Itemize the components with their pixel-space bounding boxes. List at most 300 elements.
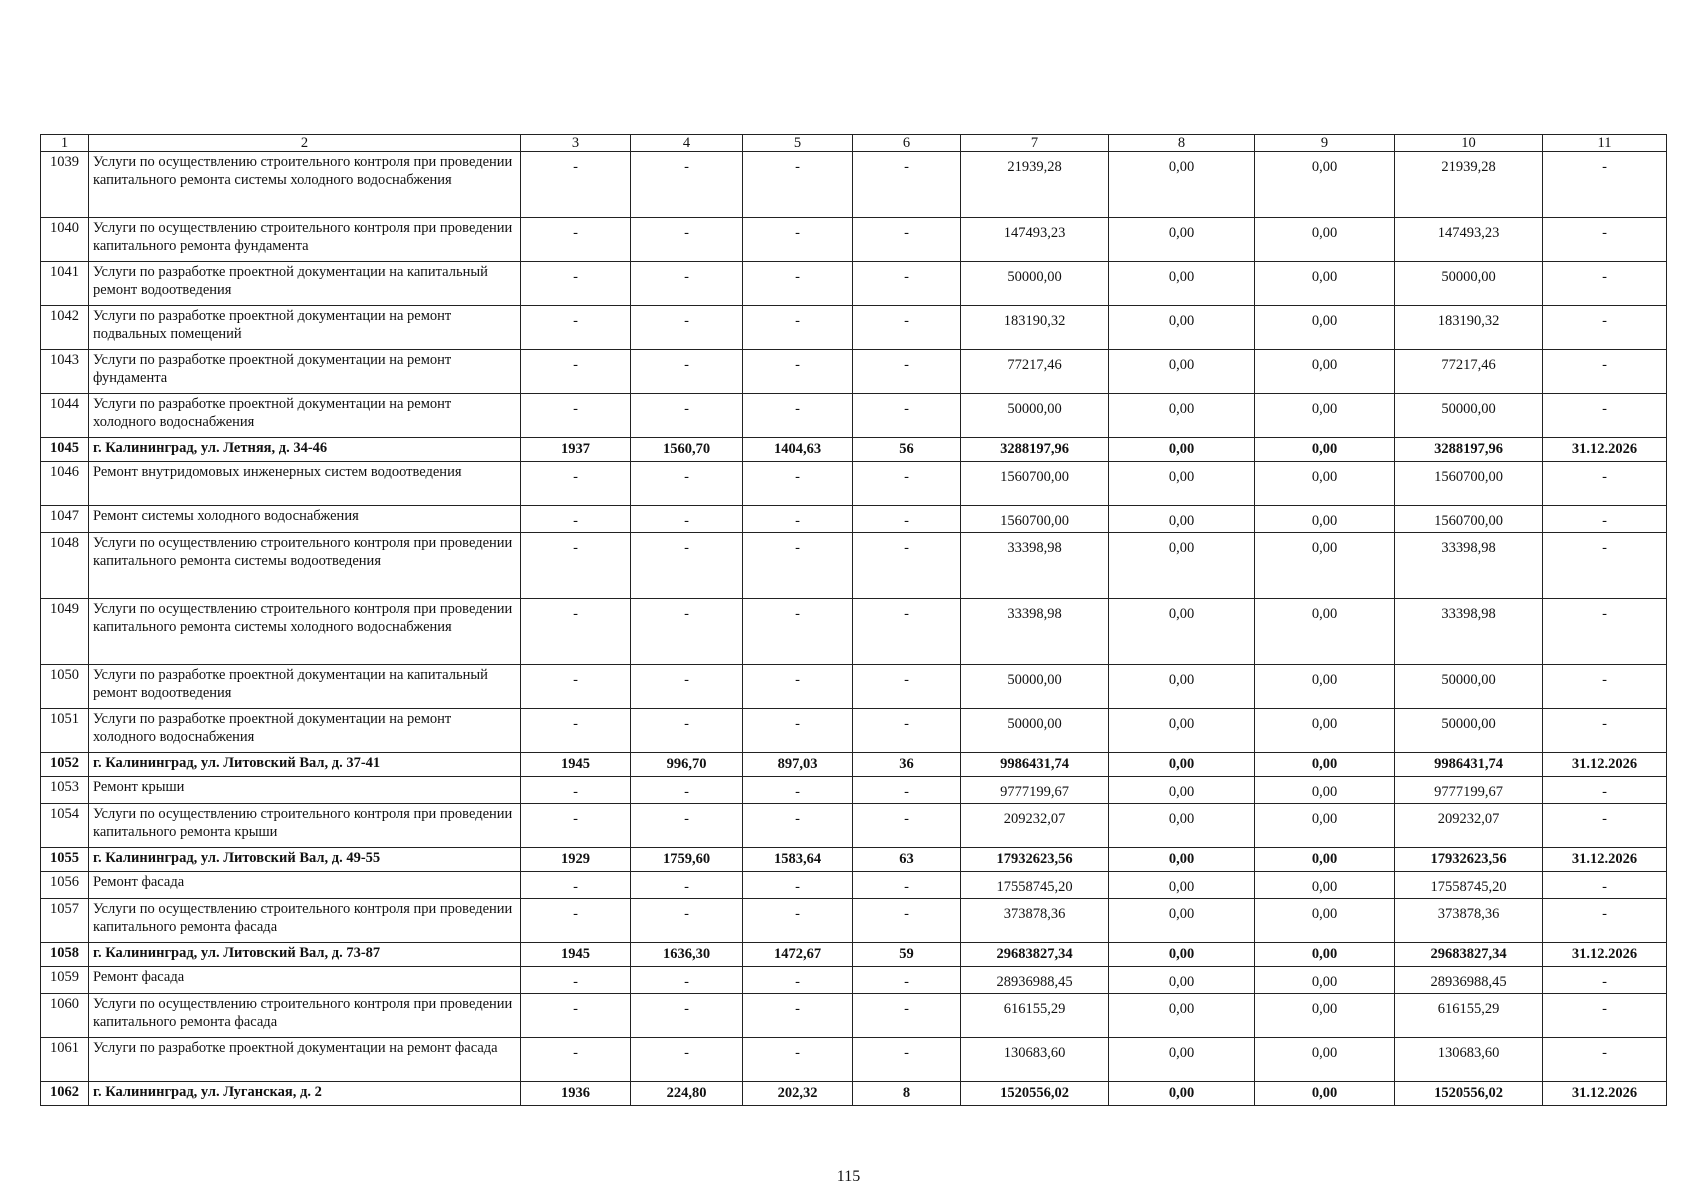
cell-deadline: -: [1543, 804, 1667, 848]
cell-total-cost: 17558745,20: [961, 872, 1109, 899]
row-number: 1052: [41, 753, 89, 777]
row-description: Услуги по осуществлению строительного контроля при проведении капитального ремонта системы водоотведения: [89, 533, 521, 599]
cell-year: -: [521, 777, 631, 804]
cell-budget-cost: 0,00: [1255, 306, 1395, 350]
cell-fund-cost: 0,00: [1109, 943, 1255, 967]
table-row: [41, 753, 1667, 777]
cell-living-area: 1404,63: [743, 438, 853, 462]
cell-deadline: 31.12.2026: [1543, 943, 1667, 967]
cell-budget-cost: 0,00: [1255, 872, 1395, 899]
cell-total-cost: 50000,00: [961, 262, 1109, 306]
cell-owner-cost: 209232,07: [1395, 804, 1543, 848]
row-description: Услуги по разработке проектной документации на ремонт фасада: [89, 1038, 521, 1082]
row-description: г. Калининград, ул. Литовский Вал, д. 37-41: [89, 753, 521, 777]
cell-residents: -: [853, 872, 961, 899]
cell-budget-cost: 0,00: [1255, 1038, 1395, 1082]
col-header: 2: [89, 135, 521, 152]
cell-total-cost: 130683,60: [961, 1038, 1109, 1082]
table-row: [41, 804, 1667, 848]
cell-total-area: 1636,30: [631, 943, 743, 967]
cell-budget-cost: 0,00: [1255, 599, 1395, 665]
cell-fund-cost: 0,00: [1109, 438, 1255, 462]
table-row: [41, 1082, 1667, 1106]
cell-total-area: -: [631, 218, 743, 262]
cell-owner-cost: 21939,28: [1395, 152, 1543, 218]
table-row: [41, 462, 1667, 506]
col-header: 8: [1109, 135, 1255, 152]
cell-total-cost: 9986431,74: [961, 753, 1109, 777]
cell-budget-cost: 0,00: [1255, 506, 1395, 533]
cell-budget-cost: 0,00: [1255, 1082, 1395, 1106]
cell-living-area: -: [743, 599, 853, 665]
row-description: Услуги по разработке проектной документации на ремонт холодного водоснабжения: [89, 709, 521, 753]
cell-owner-cost: 9777199,67: [1395, 777, 1543, 804]
cell-year: -: [521, 462, 631, 506]
cell-total-cost: 50000,00: [961, 394, 1109, 438]
cell-total-area: -: [631, 804, 743, 848]
cell-year: -: [521, 152, 631, 218]
cell-residents: 59: [853, 943, 961, 967]
header-row: [41, 135, 1667, 152]
cell-living-area: -: [743, 262, 853, 306]
table-row: [41, 709, 1667, 753]
cell-total-area: -: [631, 709, 743, 753]
cell-deadline: 31.12.2026: [1543, 1082, 1667, 1106]
col-header: 11: [1543, 135, 1667, 152]
cell-residents: 63: [853, 848, 961, 872]
cell-deadline: -: [1543, 350, 1667, 394]
cell-total-cost: 28936988,45: [961, 967, 1109, 994]
cell-living-area: 1472,67: [743, 943, 853, 967]
cell-owner-cost: 1520556,02: [1395, 1082, 1543, 1106]
col-header: 9: [1255, 135, 1395, 152]
table-row: [41, 994, 1667, 1038]
cell-total-area: -: [631, 350, 743, 394]
cell-total-cost: 1560700,00: [961, 462, 1109, 506]
table-row: [41, 152, 1667, 218]
cell-deadline: -: [1543, 872, 1667, 899]
cell-budget-cost: 0,00: [1255, 899, 1395, 943]
cell-fund-cost: 0,00: [1109, 599, 1255, 665]
cell-living-area: -: [743, 899, 853, 943]
cell-fund-cost: 0,00: [1109, 350, 1255, 394]
row-description: Услуги по осуществлению строительного контроля при проведении капитального ремонта системы холодного водоснабжения: [89, 152, 521, 218]
row-description: Услуги по разработке проектной документации на капитальный ремонт водоотведения: [89, 665, 521, 709]
cell-total-cost: 3288197,96: [961, 438, 1109, 462]
page-number: 115: [836, 1168, 861, 1185]
table-row: [41, 899, 1667, 943]
cell-total-area: -: [631, 665, 743, 709]
row-number: 1039: [41, 152, 89, 218]
cell-total-cost: 33398,98: [961, 599, 1109, 665]
cell-living-area: -: [743, 1038, 853, 1082]
row-number: 1050: [41, 665, 89, 709]
table-row: [41, 350, 1667, 394]
cell-year: 1945: [521, 943, 631, 967]
cell-fund-cost: 0,00: [1109, 462, 1255, 506]
cell-residents: -: [853, 152, 961, 218]
row-number: 1044: [41, 394, 89, 438]
cell-total-area: -: [631, 262, 743, 306]
cell-living-area: -: [743, 218, 853, 262]
cell-total-cost: 183190,32: [961, 306, 1109, 350]
cell-living-area: 1583,64: [743, 848, 853, 872]
cell-owner-cost: 147493,23: [1395, 218, 1543, 262]
cell-owner-cost: 183190,32: [1395, 306, 1543, 350]
cell-residents: -: [853, 777, 961, 804]
cell-fund-cost: 0,00: [1109, 506, 1255, 533]
cell-owner-cost: 616155,29: [1395, 994, 1543, 1038]
table-row: [41, 262, 1667, 306]
table-row: [41, 533, 1667, 599]
cell-total-area: -: [631, 306, 743, 350]
cell-budget-cost: 0,00: [1255, 848, 1395, 872]
cell-budget-cost: 0,00: [1255, 218, 1395, 262]
row-number: 1046: [41, 462, 89, 506]
cell-residents: 56: [853, 438, 961, 462]
cell-living-area: -: [743, 306, 853, 350]
repair-program-table: [40, 134, 1667, 1106]
cell-deadline: 31.12.2026: [1543, 438, 1667, 462]
table-body: [41, 152, 1667, 1106]
table-row: [41, 1038, 1667, 1082]
cell-fund-cost: 0,00: [1109, 218, 1255, 262]
cell-fund-cost: 0,00: [1109, 899, 1255, 943]
cell-total-cost: 77217,46: [961, 350, 1109, 394]
row-number: 1042: [41, 306, 89, 350]
row-description: Услуги по разработке проектной документации на ремонт подвальных помещений: [89, 306, 521, 350]
col-header: 6: [853, 135, 961, 152]
cell-total-area: -: [631, 1038, 743, 1082]
cell-deadline: -: [1543, 262, 1667, 306]
row-description: Ремонт фасада: [89, 872, 521, 899]
cell-living-area: -: [743, 777, 853, 804]
cell-total-cost: 29683827,34: [961, 943, 1109, 967]
table-row: [41, 665, 1667, 709]
cell-residents: -: [853, 1038, 961, 1082]
cell-deadline: -: [1543, 152, 1667, 218]
row-number: 1059: [41, 967, 89, 994]
row-description: Ремонт внутридомовых инженерных систем водоотведения: [89, 462, 521, 506]
cell-owner-cost: 77217,46: [1395, 350, 1543, 394]
row-number: 1054: [41, 804, 89, 848]
cell-residents: 36: [853, 753, 961, 777]
cell-living-area: -: [743, 152, 853, 218]
cell-year: 1937: [521, 438, 631, 462]
cell-fund-cost: 0,00: [1109, 1038, 1255, 1082]
cell-owner-cost: 3288197,96: [1395, 438, 1543, 462]
cell-owner-cost: 50000,00: [1395, 665, 1543, 709]
cell-residents: -: [853, 709, 961, 753]
row-number: 1047: [41, 506, 89, 533]
cell-fund-cost: 0,00: [1109, 709, 1255, 753]
cell-owner-cost: 29683827,34: [1395, 943, 1543, 967]
cell-budget-cost: 0,00: [1255, 462, 1395, 506]
cell-living-area: 202,32: [743, 1082, 853, 1106]
row-description: Услуги по осуществлению строительного контроля при проведении капитального ремонта фасада: [89, 994, 521, 1038]
cell-budget-cost: 0,00: [1255, 943, 1395, 967]
cell-year: -: [521, 665, 631, 709]
cell-deadline: -: [1543, 994, 1667, 1038]
cell-fund-cost: 0,00: [1109, 665, 1255, 709]
table-row: [41, 943, 1667, 967]
cell-deadline: -: [1543, 665, 1667, 709]
cell-year: -: [521, 994, 631, 1038]
cell-residents: -: [853, 218, 961, 262]
cell-total-area: -: [631, 533, 743, 599]
cell-fund-cost: 0,00: [1109, 753, 1255, 777]
table-row: [41, 506, 1667, 533]
cell-year: 1945: [521, 753, 631, 777]
cell-budget-cost: 0,00: [1255, 262, 1395, 306]
cell-living-area: -: [743, 533, 853, 599]
cell-fund-cost: 0,00: [1109, 262, 1255, 306]
cell-residents: -: [853, 533, 961, 599]
cell-owner-cost: 17932623,56: [1395, 848, 1543, 872]
cell-year: -: [521, 394, 631, 438]
cell-year: -: [521, 967, 631, 994]
row-number: 1049: [41, 599, 89, 665]
cell-total-cost: 50000,00: [961, 709, 1109, 753]
cell-residents: -: [853, 804, 961, 848]
cell-owner-cost: 50000,00: [1395, 262, 1543, 306]
cell-fund-cost: 0,00: [1109, 533, 1255, 599]
col-header: 3: [521, 135, 631, 152]
cell-fund-cost: 0,00: [1109, 994, 1255, 1038]
cell-year: -: [521, 899, 631, 943]
row-number: 1048: [41, 533, 89, 599]
cell-total-area: -: [631, 967, 743, 994]
cell-deadline: -: [1543, 967, 1667, 994]
cell-total-cost: 209232,07: [961, 804, 1109, 848]
cell-total-cost: 373878,36: [961, 899, 1109, 943]
cell-total-area: 1759,60: [631, 848, 743, 872]
row-description: Услуги по разработке проектной документации на ремонт холодного водоснабжения: [89, 394, 521, 438]
cell-residents: -: [853, 462, 961, 506]
row-number: 1055: [41, 848, 89, 872]
cell-living-area: -: [743, 872, 853, 899]
cell-total-cost: 1520556,02: [961, 1082, 1109, 1106]
row-description: Ремонт системы холодного водоснабжения: [89, 506, 521, 533]
cell-budget-cost: 0,00: [1255, 665, 1395, 709]
row-description: Услуги по разработке проектной документации на ремонт фундамента: [89, 350, 521, 394]
cell-deadline: 31.12.2026: [1543, 848, 1667, 872]
cell-fund-cost: 0,00: [1109, 306, 1255, 350]
cell-deadline: -: [1543, 218, 1667, 262]
cell-residents: -: [853, 394, 961, 438]
row-description: г. Калининград, ул. Литовский Вал, д. 49-55: [89, 848, 521, 872]
cell-living-area: -: [743, 506, 853, 533]
col-header: 5: [743, 135, 853, 152]
row-description: г. Калининград, ул. Летняя, д. 34-46: [89, 438, 521, 462]
cell-total-cost: 33398,98: [961, 533, 1109, 599]
col-header: 7: [961, 135, 1109, 152]
cell-fund-cost: 0,00: [1109, 777, 1255, 804]
cell-total-cost: 616155,29: [961, 994, 1109, 1038]
row-number: 1057: [41, 899, 89, 943]
cell-year: -: [521, 599, 631, 665]
cell-owner-cost: 17558745,20: [1395, 872, 1543, 899]
cell-living-area: -: [743, 994, 853, 1038]
cell-year: 1929: [521, 848, 631, 872]
row-number: 1043: [41, 350, 89, 394]
cell-deadline: -: [1543, 1038, 1667, 1082]
cell-total-area: 1560,70: [631, 438, 743, 462]
cell-year: -: [521, 262, 631, 306]
table-row: [41, 599, 1667, 665]
cell-owner-cost: 373878,36: [1395, 899, 1543, 943]
cell-budget-cost: 0,00: [1255, 709, 1395, 753]
cell-deadline: -: [1543, 394, 1667, 438]
cell-deadline: -: [1543, 899, 1667, 943]
cell-year: -: [521, 506, 631, 533]
table-row: [41, 394, 1667, 438]
cell-living-area: -: [743, 967, 853, 994]
cell-residents: -: [853, 967, 961, 994]
col-header: 10: [1395, 135, 1543, 152]
cell-year: -: [521, 1038, 631, 1082]
cell-deadline: -: [1543, 462, 1667, 506]
cell-residents: -: [853, 506, 961, 533]
cell-living-area: -: [743, 350, 853, 394]
cell-total-area: -: [631, 394, 743, 438]
cell-year: -: [521, 218, 631, 262]
row-description: Ремонт крыши: [89, 777, 521, 804]
cell-budget-cost: 0,00: [1255, 967, 1395, 994]
cell-residents: 8: [853, 1082, 961, 1106]
cell-budget-cost: 0,00: [1255, 350, 1395, 394]
cell-deadline: -: [1543, 709, 1667, 753]
cell-total-area: -: [631, 599, 743, 665]
cell-year: -: [521, 350, 631, 394]
row-number: 1061: [41, 1038, 89, 1082]
cell-year: 1936: [521, 1082, 631, 1106]
cell-year: -: [521, 804, 631, 848]
cell-year: -: [521, 709, 631, 753]
cell-owner-cost: 9986431,74: [1395, 753, 1543, 777]
cell-residents: -: [853, 350, 961, 394]
cell-budget-cost: 0,00: [1255, 152, 1395, 218]
cell-total-area: -: [631, 506, 743, 533]
cell-total-area: -: [631, 899, 743, 943]
row-description: Услуги по осуществлению строительного контроля при проведении капитального ремонта крыши: [89, 804, 521, 848]
cell-living-area: 897,03: [743, 753, 853, 777]
row-number: 1062: [41, 1082, 89, 1106]
cell-budget-cost: 0,00: [1255, 753, 1395, 777]
cell-residents: -: [853, 599, 961, 665]
row-number: 1056: [41, 872, 89, 899]
cell-total-cost: 9777199,67: [961, 777, 1109, 804]
cell-residents: -: [853, 665, 961, 709]
cell-total-area: -: [631, 777, 743, 804]
row-description: Услуги по разработке проектной документации на капитальный ремонт водоотведения: [89, 262, 521, 306]
table-row: [41, 306, 1667, 350]
table-row: [41, 218, 1667, 262]
col-header: 1: [41, 135, 89, 152]
row-number: 1051: [41, 709, 89, 753]
table-row: [41, 967, 1667, 994]
cell-deadline: -: [1543, 599, 1667, 665]
col-header: 4: [631, 135, 743, 152]
table-row: [41, 872, 1667, 899]
table-row: [41, 438, 1667, 462]
cell-owner-cost: 33398,98: [1395, 599, 1543, 665]
cell-total-area: -: [631, 994, 743, 1038]
cell-budget-cost: 0,00: [1255, 394, 1395, 438]
row-number: 1053: [41, 777, 89, 804]
cell-residents: -: [853, 306, 961, 350]
cell-fund-cost: 0,00: [1109, 848, 1255, 872]
cell-year: -: [521, 533, 631, 599]
cell-budget-cost: 0,00: [1255, 438, 1395, 462]
cell-fund-cost: 0,00: [1109, 804, 1255, 848]
cell-living-area: -: [743, 394, 853, 438]
table-row: [41, 848, 1667, 872]
document-sheet: [40, 134, 1666, 1106]
cell-owner-cost: 130683,60: [1395, 1038, 1543, 1082]
cell-owner-cost: 1560700,00: [1395, 462, 1543, 506]
row-description: г. Калининград, ул. Литовский Вал, д. 73-87: [89, 943, 521, 967]
row-description: Услуги по осуществлению строительного контроля при проведении капитального ремонта фасада: [89, 899, 521, 943]
cell-total-cost: 147493,23: [961, 218, 1109, 262]
cell-residents: -: [853, 262, 961, 306]
cell-living-area: -: [743, 804, 853, 848]
cell-owner-cost: 28936988,45: [1395, 967, 1543, 994]
cell-total-cost: 21939,28: [961, 152, 1109, 218]
cell-budget-cost: 0,00: [1255, 804, 1395, 848]
row-description: г. Калининград, ул. Луганская, д. 2: [89, 1082, 521, 1106]
cell-fund-cost: 0,00: [1109, 394, 1255, 438]
row-number: 1060: [41, 994, 89, 1038]
cell-total-area: -: [631, 462, 743, 506]
cell-residents: -: [853, 899, 961, 943]
cell-fund-cost: 0,00: [1109, 152, 1255, 218]
cell-fund-cost: 0,00: [1109, 872, 1255, 899]
cell-budget-cost: 0,00: [1255, 777, 1395, 804]
cell-deadline: -: [1543, 306, 1667, 350]
cell-deadline: -: [1543, 506, 1667, 533]
cell-deadline: -: [1543, 533, 1667, 599]
cell-total-area: -: [631, 872, 743, 899]
row-number: 1058: [41, 943, 89, 967]
cell-deadline: -: [1543, 777, 1667, 804]
cell-total-cost: 17932623,56: [961, 848, 1109, 872]
row-number: 1041: [41, 262, 89, 306]
table-row: [41, 777, 1667, 804]
cell-living-area: -: [743, 665, 853, 709]
row-description: Ремонт фасада: [89, 967, 521, 994]
cell-fund-cost: 0,00: [1109, 967, 1255, 994]
cell-budget-cost: 0,00: [1255, 533, 1395, 599]
cell-living-area: -: [743, 462, 853, 506]
cell-owner-cost: 1560700,00: [1395, 506, 1543, 533]
cell-owner-cost: 50000,00: [1395, 709, 1543, 753]
cell-fund-cost: 0,00: [1109, 1082, 1255, 1106]
cell-total-area: -: [631, 152, 743, 218]
cell-total-cost: 50000,00: [961, 665, 1109, 709]
row-number: 1045: [41, 438, 89, 462]
cell-total-area: 996,70: [631, 753, 743, 777]
cell-living-area: -: [743, 709, 853, 753]
cell-budget-cost: 0,00: [1255, 994, 1395, 1038]
cell-owner-cost: 33398,98: [1395, 533, 1543, 599]
row-number: 1040: [41, 218, 89, 262]
cell-deadline: 31.12.2026: [1543, 753, 1667, 777]
cell-total-cost: 1560700,00: [961, 506, 1109, 533]
cell-residents: -: [853, 994, 961, 1038]
row-description: Услуги по осуществлению строительного контроля при проведении капитального ремонта системы холодного водоснабжения: [89, 599, 521, 665]
cell-owner-cost: 50000,00: [1395, 394, 1543, 438]
